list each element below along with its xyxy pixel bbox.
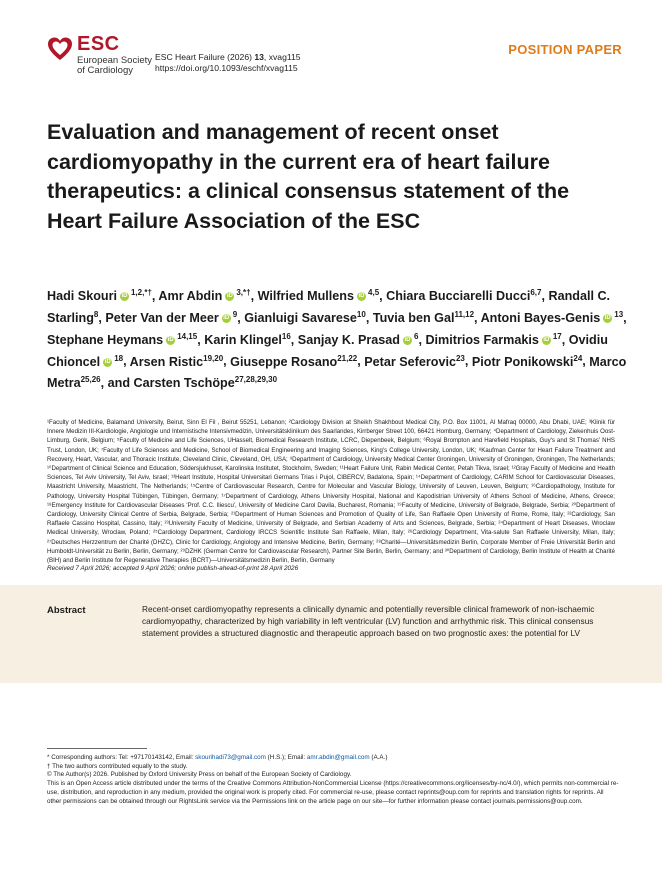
orcid-icon[interactable]: iD — [543, 336, 550, 343]
author-name: Stephane Heymans — [47, 332, 164, 347]
orcid-icon[interactable]: iD — [358, 293, 365, 300]
author-entry — [481, 311, 624, 325]
author-name: Marco Metra — [47, 354, 627, 391]
author-affiliation-marker: 10 — [356, 309, 366, 319]
journal-citation — [155, 52, 301, 74]
journal-name: ESC Heart Failure (2026) — [155, 52, 252, 62]
author-list: Hadi Skouri iD $^{1,2,*\dagger}$, Amr Abdin iD $^{3,*\dagger}$, Wilfried Mullens iD $^{4,5}$, Chiara Bucciarelli Ducci$^{6,7}$, Randall C. Starling$^8$, Peter Van der Meer iD $^9$, Gianluigi Savarese$^{10}$, Tuvia ben Gal$^{11,12}$, Antoni Bayes-Genis iD $^{13}$, Stephane Heymans iD $^{14,15}$, Karin Klingel$^{16}$, Sanjay K. Prasad iD $^6$, Dimitrios Farmakis iD $^{17}$, Ovidiu Chioncel iD $^{18}$, Arsen Ristic$^{19,20}$, Giuseppe Rosano$^{21,22}$, Petar Seferovic$^{23}$, Piotr Ponikowski$^{24}$, Marco Metra$^{25,26}$, and Carsten Tschöpe$^{27,28,29,30}$ — [47, 288, 627, 391]
author-entry — [244, 311, 366, 325]
author-name: Dimitrios Farmakis — [425, 332, 539, 347]
author-entry — [230, 355, 357, 369]
author-affiliation-marker: 4,5 — [368, 288, 380, 297]
author-entry — [204, 333, 291, 347]
author-name: Tuvia ben Gal — [372, 310, 455, 325]
author-entry — [425, 333, 561, 347]
esc-heart-logo-icon — [47, 36, 73, 62]
email-link-abdin[interactable]: amr.abdin@gmail.com — [306, 754, 370, 761]
author-affiliation-marker: 27,28,29,30 — [234, 375, 278, 385]
author-entry — [472, 355, 582, 369]
author-affiliation-marker: 18 — [114, 353, 124, 363]
copyright-notice: © The Author(s) 2026. Published by Oxford University Press on behalf of the European Society of Cardiology. — [47, 771, 352, 779]
author-affiliation-marker: 21,22 — [337, 353, 358, 363]
author-affiliation-marker: 9 — [232, 309, 238, 319]
author-name: Chiara Bucciarelli Ducci — [386, 289, 531, 304]
author-entry — [47, 333, 197, 347]
author-affiliation-marker: 17 — [552, 331, 562, 341]
author-affiliation-marker: 25,26 — [80, 375, 101, 385]
author-affiliation-marker: 8 — [93, 309, 99, 319]
author-name: Gianluigi Savarese — [244, 310, 357, 325]
logo-subtitle-line-1: European Society — [77, 55, 152, 66]
author-affiliation-marker: 16 — [281, 331, 291, 341]
author-affiliation-marker: 24 — [573, 353, 583, 363]
corresponding-post: (A.A.) — [369, 754, 388, 761]
author-name: Hadi Skouri — [47, 289, 117, 304]
author-name: Amr Abdin — [158, 289, 223, 304]
author-name: Ovidiu Chioncel — [47, 332, 608, 369]
doi-link[interactable]: https://doi.org/10.1093/eschf/xvag115 — [155, 63, 298, 73]
author-name: Randall C. Starling — [47, 289, 611, 325]
author-affiliation-marker: 3,*† — [236, 288, 251, 297]
corresponding-authors — [47, 754, 619, 763]
author-and: and — [107, 376, 131, 391]
author-entry — [373, 311, 474, 325]
author-affiliation-marker: 14,15 — [177, 331, 198, 341]
footnote-divider — [47, 748, 147, 749]
author-name: Piotr Ponikowski — [471, 354, 574, 369]
orcid-icon[interactable]: iD — [404, 336, 411, 343]
author-entry — [130, 355, 224, 369]
orcid-icon[interactable]: iD — [104, 358, 111, 365]
affiliations: ¹Faculty of Medicine, Balamand University, Beirut, Sinn El Fil , Beirut 55251, Lebanon; ²Cardiology Division at Sheikh Shakhbout Medical City, P.O. Box 11001, Al Mafraq 00000, Abu Dhabi, UAE; ³Klinik für Innere Medizin III-Kardiologie, Angiologie und Internistische Intensivmedizin, Universitätsklinikum des Saarlandes, Kirrberger Street 100, 66421 Homburg, Germany; ⁴Department of Cardiology, Ziekenhuis Oost-Limburg, Genk, Belgium; ⁵Faculty of Medicine and Life Sciences, UHasselt, Biomedical Research Institute, LCRC, Diepenbeek, Belgium; ⁶Royal Brompton and Harefield Hospitals, Guy's and St Thomas' NHS Trust, London, UK; ⁷Faculty of Life Sciences and Medicine, School of Biomedical Engineering and Imaging Sciences, King's College University, London, UK; ⁸Kaufman Center for Heart Failure Treatment and Recovery, Heart, Vascular, and Thoracic Institute, Cleveland Clinic, Cleveland, OH, USA; ⁹Department of Cardiology, University Medical Center Groningen, University of Groningen, Groningen, The Netherlands; ¹⁰Department of Clinical Science and Education, Södersjukhuset, Karolinska Institutet, Stockholm, Sweden; ¹¹Heart Failure Unit, Rabin Medical Center, Petah Tikva, Israel; ¹²Gray Faculty of Medicine and Health Sciences, Tel Aviv University, Tel Aviv, Israel; ¹³Heart Institute, Hospital Universitari Germans Trias i Pujol, CIBERCV, Badalona, Spain; ¹⁴Department of Cardiology, CARIM School for Cardiovascular Diseases, Maastricht University, Maastricht, The Netherlands; ¹⁵Centre of Cardiovascular Research, Centre for Molecular and Vascular Biology, University of Leuven, Leuven, Belgium; ¹⁶Cardiopathology, Institute for Pathology, University Hospital Tübingen, Tübingen, Germany; ¹⁷Department of Cardiology, Athens University Hospital, National and Kapodistrian University of Athens School of Medicine, Athens, Greece; ¹⁸Emergency Institute for Cardiovascular Diseases 'Prof. C.C. Iliescu', University of Medicine Carol Davila, Bucharest, Romania; ¹⁹Faculty of Medicine, University of Belgrade, Belgrade, Serbia; ²⁰Department of Cardiology, University Clinical Centre of Serbia, Belgrade, Serbia; ²¹Department of Human Sciences and Promotion of Quality of Life, San Raffaele Open University of Rome, Rome, Italy; ²²Cardiology, San Raffaele Cassino Hospital, Cassino, Italy; ²³University Faculty of Medicine, University of Belgrade, and Serbian Academy of Arts and Sciences, Belgrade, Serbia; ²⁴Department of Heart Diseases, Wroclaw Medical University, Wroclaw, Poland; ²⁵Cardiology Department, Cardiology IRCCS Scientific Institute San Raffaele, Milan, Italy; ²⁶Cardiology Department, Vita-salute San Raffaele University, Milan, Italy; ²⁷Deutsches Herzzentrum der Charité (DHZC), Clinic for Cardiology, Angiology and Intensive Medicine, Berlin, Germany; ²⁸Charité—Universitätsmedizin Berlin, Corporate Member of Freie Universität Berlin and Humboldt-Universität zu Berlin, Berlin, Germany; ²⁹DZHK (German Centre for Cardiovascular Research), Partner Site Berlin, Berlin, Germany; and ³⁰Department of Cardiology, Berlin Institute of Health at Charité (BIH) and Berlin Institute for Regenerative Therapies (BCRT)—Universitätsmedizin Berlin, Berlin, Germany — [47, 419, 615, 565]
author-affiliation-marker: 19,20 — [203, 353, 224, 363]
orcid-icon[interactable]: iD — [167, 336, 174, 343]
page-header — [47, 33, 622, 82]
author-name: Arsen Ristic — [129, 354, 204, 369]
orcid-icon[interactable]: iD — [223, 315, 230, 322]
orcid-icon[interactable]: iD — [604, 315, 611, 322]
logo-subtitle-line-2: of Cardiology — [77, 65, 133, 76]
corresponding-text: * Corresponding authors: Tel: +97170143142, Email: — [47, 754, 196, 761]
corresponding-mid: (H.S.); Email: — [265, 754, 307, 761]
author-name: Wilfried Mullens — [257, 289, 355, 304]
author-name: Peter Van der Meer — [105, 310, 219, 325]
footnotes — [47, 754, 619, 806]
author-entry — [386, 289, 541, 303]
orcid-icon[interactable]: iD — [226, 293, 233, 300]
author-affiliation-marker: 6,7 — [530, 288, 542, 297]
journal-article: , xvag115 — [263, 52, 301, 62]
author-entry — [298, 333, 419, 347]
equal-contribution-note: † The two authors contributed equally to the study. — [47, 762, 188, 770]
paper-type-label: POSITION PAPER — [508, 42, 622, 57]
logo-text: ESC — [77, 33, 120, 55]
author-name: Sanjay K. Prasad — [297, 332, 400, 347]
author-entry — [105, 311, 237, 325]
email-link-skouri[interactable]: skourihadi73@gmail.com — [195, 754, 266, 761]
author-affiliation-marker: 6 — [414, 331, 419, 341]
logo-subtitle — [77, 56, 167, 76]
orcid-icon[interactable]: iD — [121, 293, 128, 300]
author-entry — [364, 355, 465, 369]
author-name: Karin Klingel — [204, 332, 282, 347]
author-name: Petar Seferovic — [364, 354, 456, 369]
author-affiliation-marker: 11,12 — [454, 309, 475, 319]
author-affiliation-marker: 1,2,*† — [130, 288, 152, 297]
journal-volume: 13 — [254, 52, 264, 62]
author-affiliation-marker: 13 — [614, 309, 624, 319]
author-name: Antoni Bayes-Genis — [480, 310, 601, 325]
author-entry — [258, 289, 380, 303]
license-text: This is an Open Access article distributed under the terms of the Creative Commons Attribution-NonCommercial License (https://creativecommons.org/licenses/by-nc/4.0/), which permits non-commercial re-use, distribution, and reproduction in any medium, provided the original work is properly cited. For commercial re-use, please contact reprints@oup.com for reprints and translation rights for reprints. All other permissions can be obtained through our RightsLink service via the Permissions link on the article page on our site—for further information please contact journals.permissions@oup.com. — [47, 780, 619, 805]
author-name: Giuseppe Rosano — [230, 354, 338, 369]
author-name: Carsten Tschöpe — [133, 376, 235, 391]
paper-title: Evaluation and management of recent onset cardiomyopathy in the current era of heart failure therapeutics: a clinical consensus statement of the Heart Failure Association of the ESC — [47, 120, 570, 233]
author-entry — [134, 376, 278, 390]
author-entry — [47, 289, 152, 303]
abstract-text: Recent-onset cardiomyopathy represents a clinically dynamic and potentially reversible clinical framework of non-ischaemic cardiomyopathy, characterized by high variability in left ventricular (LV) function and arrhythmic risk. This clinical consensus statement provides a structured diagnostic and therapeutic approach based on two prognostic axes: the potential for LV — [142, 604, 595, 638]
received-dates: Received 7 April 2026; accepted 9 April 2026; online publish-ahead-of-print 28 April 2026 — [47, 565, 299, 572]
abstract-label: Abstract — [47, 605, 86, 616]
author-entry — [158, 289, 250, 303]
author-affiliation-marker: 23 — [455, 353, 465, 363]
